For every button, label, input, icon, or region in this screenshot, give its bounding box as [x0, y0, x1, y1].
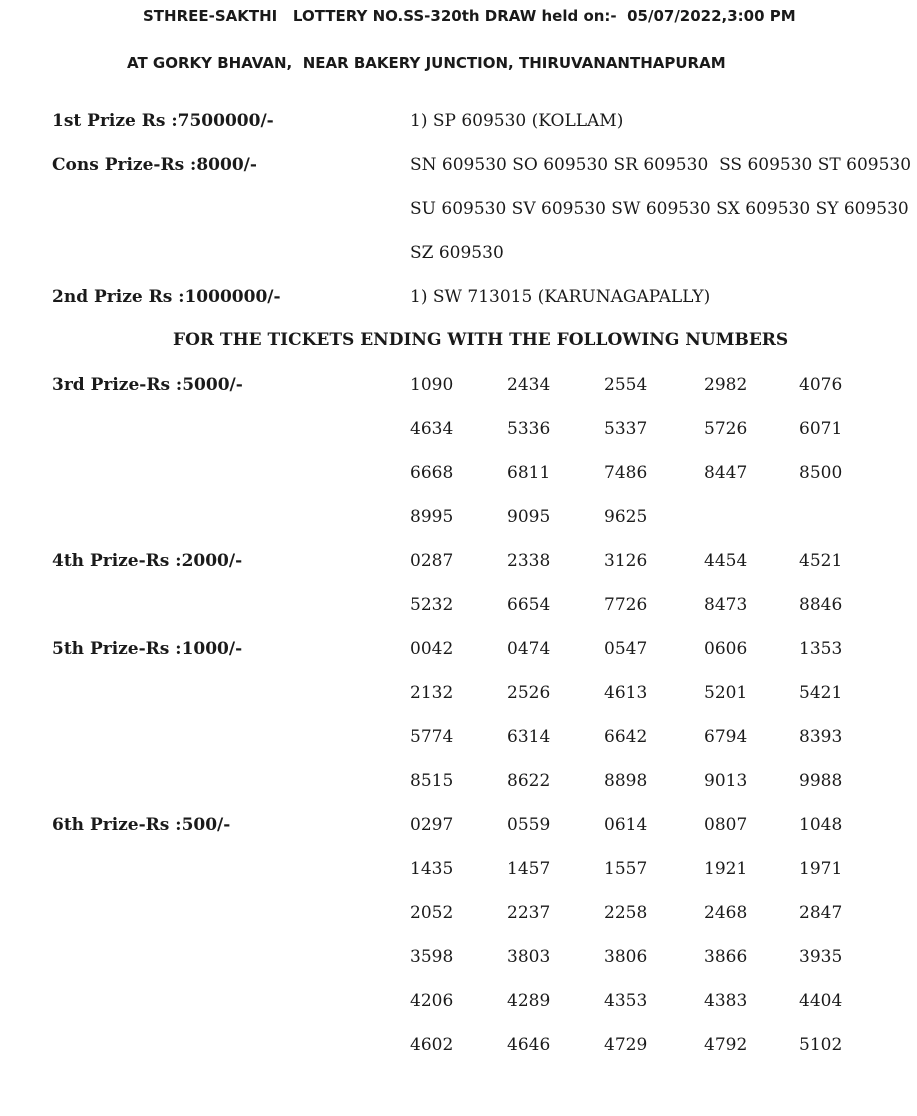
ticket-ending-number: 1971	[799, 859, 843, 879]
number-row	[0, 1033, 917, 1057]
ticket-ending-number: 2554	[604, 375, 648, 395]
number-row	[0, 417, 917, 441]
ticket-ending-number: 3935	[799, 947, 843, 967]
prize-label: 1st Prize Rs :7500000/-	[52, 111, 274, 131]
ticket-ending-number: 4404	[799, 991, 843, 1011]
ticket-ending-number: 1557	[604, 859, 648, 879]
prize-row	[0, 285, 917, 309]
ticket-ending-number: 1048	[799, 815, 843, 835]
ticket-ending-number: 4613	[604, 683, 648, 703]
ticket-ending-number: 2132	[410, 683, 454, 703]
number-row	[0, 461, 917, 485]
ticket-ending-number: 3803	[507, 947, 551, 967]
number-row	[0, 725, 917, 749]
number-row	[0, 373, 917, 397]
ticket-ending-number: 1353	[799, 639, 843, 659]
ticket-ending-number: 8995	[410, 507, 454, 527]
ticket-ending-number: 1457	[507, 859, 551, 879]
prize-label: 3rd Prize-Rs :5000/-	[52, 375, 243, 395]
number-row	[0, 813, 917, 837]
ticket-ending-number: 3866	[704, 947, 748, 967]
ticket-ending-number: 0807	[704, 815, 748, 835]
ticket-ending-number: 2237	[507, 903, 551, 923]
ticket-ending-number: 9988	[799, 771, 843, 791]
ticket-ending-number: 5337	[604, 419, 648, 439]
ticket-ending-number: 4206	[410, 991, 454, 1011]
ticket-ending-number: 8898	[604, 771, 648, 791]
prize-winning-numbers: SN 609530 SO 609530 SR 609530 SS 609530 ST 609530	[410, 155, 912, 175]
ticket-ending-number: 4289	[507, 991, 551, 1011]
ticket-ending-number: 5201	[704, 683, 748, 703]
ticket-ending-number: 4634	[410, 419, 454, 439]
ticket-ending-number: 4454	[704, 551, 748, 571]
ticket-ending-number: 6642	[604, 727, 648, 747]
ticket-ending-number: 5232	[410, 595, 454, 615]
ticket-ending-number: 2526	[507, 683, 551, 703]
ticket-ending-number: 9095	[507, 507, 551, 527]
ticket-ending-number: 0559	[507, 815, 551, 835]
ticket-ending-number: 7726	[604, 595, 648, 615]
ticket-ending-number: 4521	[799, 551, 843, 571]
prize-winning-numbers: 1) SW 713015 (KARUNAGAPALLY)	[410, 287, 711, 307]
number-row	[0, 505, 917, 529]
prize-row	[0, 153, 917, 177]
number-row	[0, 769, 917, 793]
ticket-ending-number: 2338	[507, 551, 551, 571]
ticket-ending-number: 4602	[410, 1035, 454, 1055]
ticket-ending-number: 8515	[410, 771, 454, 791]
number-row	[0, 681, 917, 705]
draw-title: STHREE-SAKTHI LOTTERY NO.SS-320th DRAW held on:- 05/07/2022,3:00 PM	[143, 7, 796, 25]
prize-label: 2nd Prize Rs :1000000/-	[52, 287, 281, 307]
ticket-ending-number: 2052	[410, 903, 454, 923]
prize-label: 5th Prize-Rs :1000/-	[52, 639, 243, 659]
ticket-ending-number: 4792	[704, 1035, 748, 1055]
ticket-ending-number: 5421	[799, 683, 843, 703]
ticket-ending-number: 2982	[704, 375, 748, 395]
ticket-ending-number: 8447	[704, 463, 748, 483]
ticket-ending-number: 7486	[604, 463, 648, 483]
prize-winning-numbers: SZ 609530	[410, 243, 504, 263]
ticket-ending-number: 6794	[704, 727, 748, 747]
ticket-ending-number: 3598	[410, 947, 454, 967]
prize-winning-numbers: SU 609530 SV 609530 SW 609530 SX 609530 SY 609530	[410, 199, 909, 219]
ticket-ending-number: 5726	[704, 419, 748, 439]
ticket-ending-number: 8393	[799, 727, 843, 747]
number-row	[0, 901, 917, 925]
number-row	[0, 637, 917, 661]
ticket-ending-number: 0042	[410, 639, 454, 659]
prize-label: Cons Prize-Rs :8000/-	[52, 155, 257, 175]
ticket-ending-number: 3126	[604, 551, 648, 571]
ticket-ending-number: 4646	[507, 1035, 551, 1055]
number-row	[0, 989, 917, 1013]
ticket-ending-number: 6654	[507, 595, 551, 615]
ticket-ending-number: 8473	[704, 595, 748, 615]
ending-numbers-heading: FOR THE TICKETS ENDING WITH THE FOLLOWING NUMBERS	[173, 330, 789, 350]
prize-winning-numbers: 1) SP 609530 (KOLLAM)	[410, 111, 624, 131]
ticket-ending-number: 2258	[604, 903, 648, 923]
ticket-ending-number: 0287	[410, 551, 454, 571]
ticket-ending-number: 1435	[410, 859, 454, 879]
ticket-ending-number: 0297	[410, 815, 454, 835]
prize-row	[0, 241, 917, 265]
ticket-ending-number: 6668	[410, 463, 454, 483]
ticket-ending-number: 9013	[704, 771, 748, 791]
ticket-ending-number: 0474	[507, 639, 551, 659]
prize-label: 6th Prize-Rs :500/-	[52, 815, 231, 835]
prize-label: 4th Prize-Rs :2000/-	[52, 551, 243, 571]
ticket-ending-number: 4383	[704, 991, 748, 1011]
ticket-ending-number: 4353	[604, 991, 648, 1011]
ticket-ending-number: 0614	[604, 815, 648, 835]
number-row	[0, 857, 917, 881]
draw-venue: AT GORKY BHAVAN, NEAR BAKERY JUNCTION, THIRUVANANTHAPURAM	[127, 54, 726, 72]
ticket-ending-number: 9625	[604, 507, 648, 527]
prize-row	[0, 109, 917, 133]
ticket-ending-number: 1090	[410, 375, 454, 395]
ticket-ending-number: 0547	[604, 639, 648, 659]
ticket-ending-number: 6314	[507, 727, 551, 747]
ticket-ending-number: 5774	[410, 727, 454, 747]
ticket-ending-number: 1921	[704, 859, 748, 879]
ticket-ending-number: 4076	[799, 375, 843, 395]
prize-row	[0, 197, 917, 221]
number-row	[0, 593, 917, 617]
ticket-ending-number: 3806	[604, 947, 648, 967]
ticket-ending-number: 2468	[704, 903, 748, 923]
ticket-ending-number: 8500	[799, 463, 843, 483]
ticket-ending-number: 5336	[507, 419, 551, 439]
ticket-ending-number: 8846	[799, 595, 843, 615]
ticket-ending-number: 4729	[604, 1035, 648, 1055]
ticket-ending-number: 0606	[704, 639, 748, 659]
ticket-ending-number: 6811	[507, 463, 551, 483]
ticket-ending-number: 2847	[799, 903, 843, 923]
ticket-ending-number: 8622	[507, 771, 551, 791]
ticket-ending-number: 6071	[799, 419, 843, 439]
number-row	[0, 549, 917, 573]
ticket-ending-number: 5102	[799, 1035, 843, 1055]
number-row	[0, 945, 917, 969]
ticket-ending-number: 2434	[507, 375, 551, 395]
